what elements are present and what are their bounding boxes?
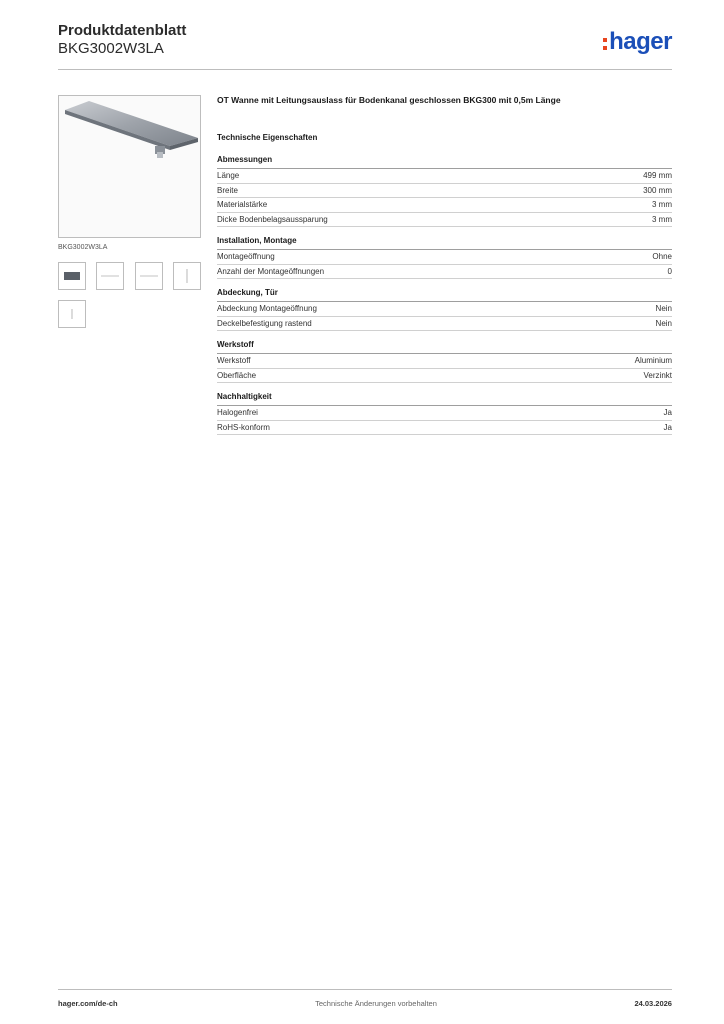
spec-row <box>217 421 672 436</box>
logo-text: hager <box>609 28 672 55</box>
section-cover <box>217 288 672 331</box>
footer-date: 24.03.2026 <box>634 999 672 1008</box>
spec-value: 300 mm <box>643 185 672 195</box>
logo-dots-icon <box>603 38 607 50</box>
spec-label: Werkstoff <box>217 356 251 365</box>
section-material <box>217 340 672 383</box>
product-description: OT Wanne mit Leitungsauslass für Bodenkanal geschlossen BKG300 mit 0,5m Länge <box>217 95 561 105</box>
cable-tray-icon <box>59 96 200 237</box>
spec-value: Nein <box>655 318 672 328</box>
footer-website-link[interactable]: hager.com/de-ch <box>58 999 118 1008</box>
spec-value: 499 mm <box>643 171 672 180</box>
spec-content <box>217 95 672 444</box>
spec-label: Dicke Bodenbelagsaussparung <box>217 214 328 224</box>
hager-logo[interactable] <box>603 28 672 56</box>
tech-properties-title: Technische Eigenschaften <box>217 133 318 142</box>
thumbnail-photo[interactable] <box>58 262 86 290</box>
spec-label: Oberfläche <box>217 370 257 380</box>
spec-label: Breite <box>217 185 238 195</box>
document-title: Produktdatenblatt <box>58 22 187 39</box>
spec-row <box>217 302 672 317</box>
product-code: BKG3002W3LA <box>58 40 164 57</box>
spec-row <box>217 184 672 199</box>
page-header <box>58 22 672 70</box>
spec-label: Halogenfrei <box>217 408 258 417</box>
spec-value: Aluminium <box>634 356 672 365</box>
thumbnail-front-view[interactable] <box>135 262 163 290</box>
spec-value: Ja <box>663 408 672 417</box>
spec-value: Ja <box>663 422 672 432</box>
spec-row <box>217 354 672 369</box>
section-title: Abmessungen <box>217 155 672 169</box>
section-dimensions <box>217 155 672 227</box>
spec-label: Materialstärke <box>217 200 268 209</box>
product-image[interactable] <box>58 95 201 238</box>
spec-row <box>217 250 672 265</box>
section-installation <box>217 236 672 279</box>
spec-row <box>217 317 672 332</box>
spec-row <box>217 406 672 421</box>
spec-label: Deckelbefestigung rastend <box>217 318 312 328</box>
section-title: Installation, Montage <box>217 236 672 250</box>
spec-label: Abdeckung Montageöffnung <box>217 304 317 313</box>
thumbnail-detail-view[interactable] <box>58 300 86 328</box>
thumbnail-side-view[interactable] <box>96 262 124 290</box>
section-title: Abdeckung, Tür <box>217 288 672 302</box>
spec-row <box>217 265 672 280</box>
spec-label: Länge <box>217 171 240 180</box>
spec-label: RoHS-konform <box>217 422 270 432</box>
section-title: Nachhaltigkeit <box>217 392 672 406</box>
spec-value: Ohne <box>652 252 672 261</box>
thumbnail-top-view[interactable] <box>173 262 201 290</box>
spec-value: 3 mm <box>652 200 672 209</box>
spec-label: Montageöffnung <box>217 252 275 261</box>
section-title: Werkstoff <box>217 340 672 354</box>
image-caption: BKG3002W3LA <box>58 244 108 251</box>
spec-row <box>217 213 672 228</box>
spec-row <box>217 169 672 184</box>
spec-value: Nein <box>655 304 672 313</box>
page-footer <box>58 989 672 1008</box>
spec-value: 3 mm <box>652 214 672 224</box>
spec-row <box>217 198 672 213</box>
spec-label: Anzahl der Montageöffnungen <box>217 266 325 276</box>
footer-note: Technische Änderungen vorbehalten <box>315 999 437 1008</box>
spec-value: 0 <box>667 266 672 276</box>
spec-value: Verzinkt <box>643 370 672 380</box>
spec-row <box>217 369 672 384</box>
section-sustainability <box>217 392 672 435</box>
